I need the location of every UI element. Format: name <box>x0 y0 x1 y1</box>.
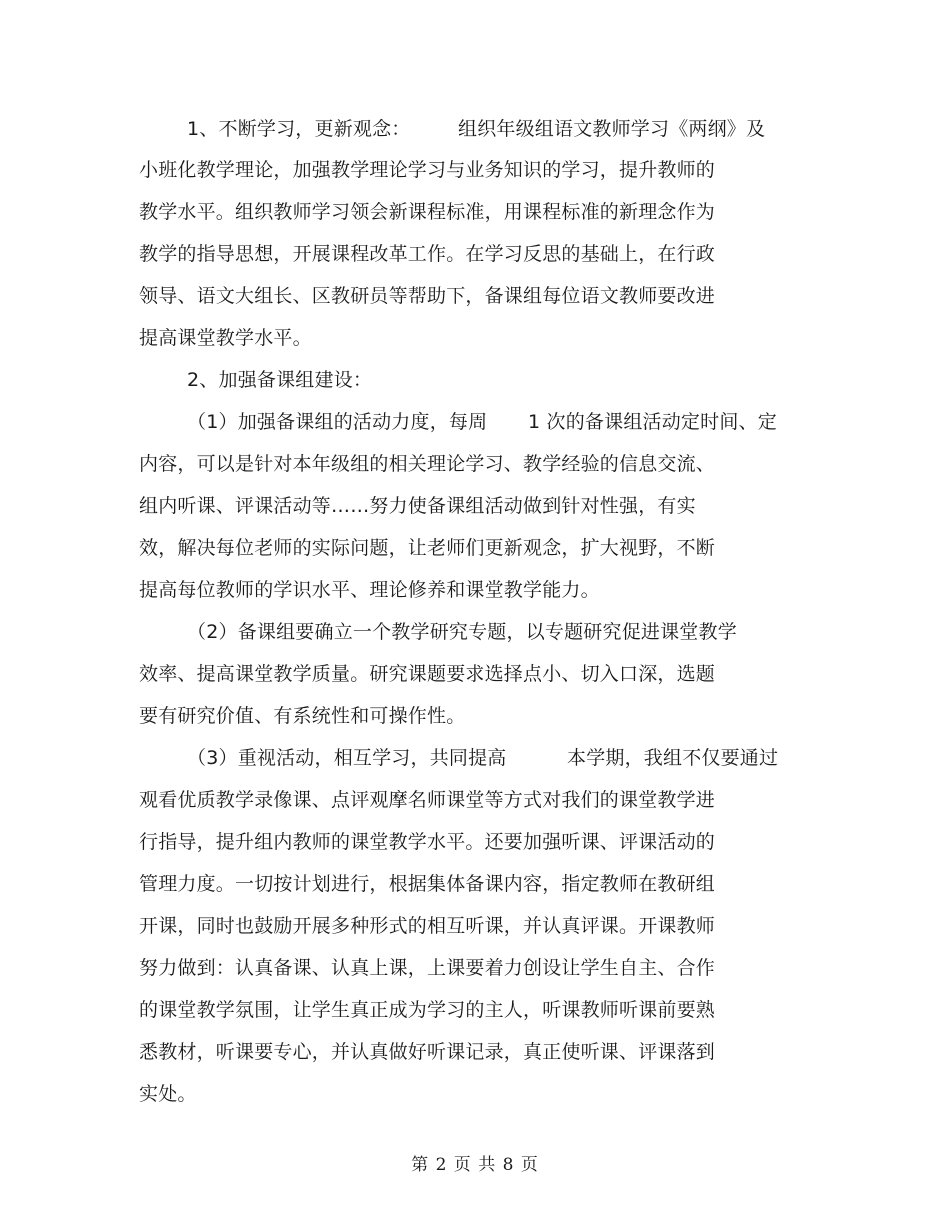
heading-2: 2、加强备课组建设： <box>187 369 373 391</box>
text-line: 本学期，我组不仅要通过 <box>567 747 779 769</box>
text-line: （2）备课组要确立一个教学研究专题，以专题研究促进课堂教学 <box>187 621 737 643</box>
text-line: 努力做到：认真备课、认真上课，上课要着力创设让学生自主、合作 <box>139 957 716 979</box>
text-line: 组内听课、评课活动等……努力使备课组活动做到针对性强，有实 <box>139 495 696 517</box>
page-footer: 第 2 页 共 8 页 <box>411 1155 539 1175</box>
text-line: （1）加强备课组的活动力度，每周 <box>187 411 488 433</box>
text-line: （3）重视活动，相互学习，共同提高 <box>187 747 507 769</box>
text-line: 1 次的备课组活动定时间、定 <box>528 411 777 433</box>
text-line: 管理力度。一切按计划进行，根据集体备课内容，指定教师在教研组 <box>139 873 716 895</box>
text-line: 观看优质教学录像课、点评观摩名师课堂等方式对我们的课堂教学进 <box>139 789 716 811</box>
heading-1: 1、不断学习，更新观念： <box>187 118 411 140</box>
text-line: 的课堂教学氛围，让学生真正成为学习的主人，听课教师听课前要熟 <box>139 999 716 1021</box>
text-line: 实处。 <box>139 1083 197 1105</box>
text-line: 行指导，提升组内教师的课堂教学水平。还要加强听课、评课活动的 <box>139 831 716 853</box>
text-line: 组织年级组语文教师学习《两纲》及 <box>458 118 766 140</box>
text-line: 教学的指导思想，开展课程改革工作。在学习反思的基础上，在行政 <box>139 243 716 265</box>
text-line: 内容，可以是针对本年级组的相关理论学习、教学经验的信息交流、 <box>139 453 716 475</box>
text-line: 开课，同时也鼓励开展多种形式的相互听课，并认真评课。开课教师 <box>139 915 716 937</box>
text-line: 教学水平。组织教师学习领会新课程标准，用课程标准的新理念作为 <box>139 201 716 223</box>
text-line: 效，解决每位老师的实际问题，让老师们更新观念，扩大视野，不断 <box>139 537 716 559</box>
text-line: 小班化教学理论，加强教学理论学习与业务知识的学习，提升教师的 <box>139 159 716 181</box>
text-line: 效率、提高课堂教学质量。研究课题要求选择点小、切入口深，选题 <box>139 663 716 685</box>
text-line: 要有研究价值、有系统性和可操作性。 <box>139 705 466 727</box>
text-line: 领导、语文大组长、区教研员等帮助下，备课组每位语文教师要改进 <box>139 285 716 307</box>
text-line: 悉教材，听课要专心，并认真做好听课记录，真正使听课、评课落到 <box>139 1041 716 1063</box>
text-line: 提高每位教师的学识水平、理论修养和课堂教学能力。 <box>139 579 600 601</box>
text-line: 提高课堂教学水平。 <box>139 327 312 349</box>
